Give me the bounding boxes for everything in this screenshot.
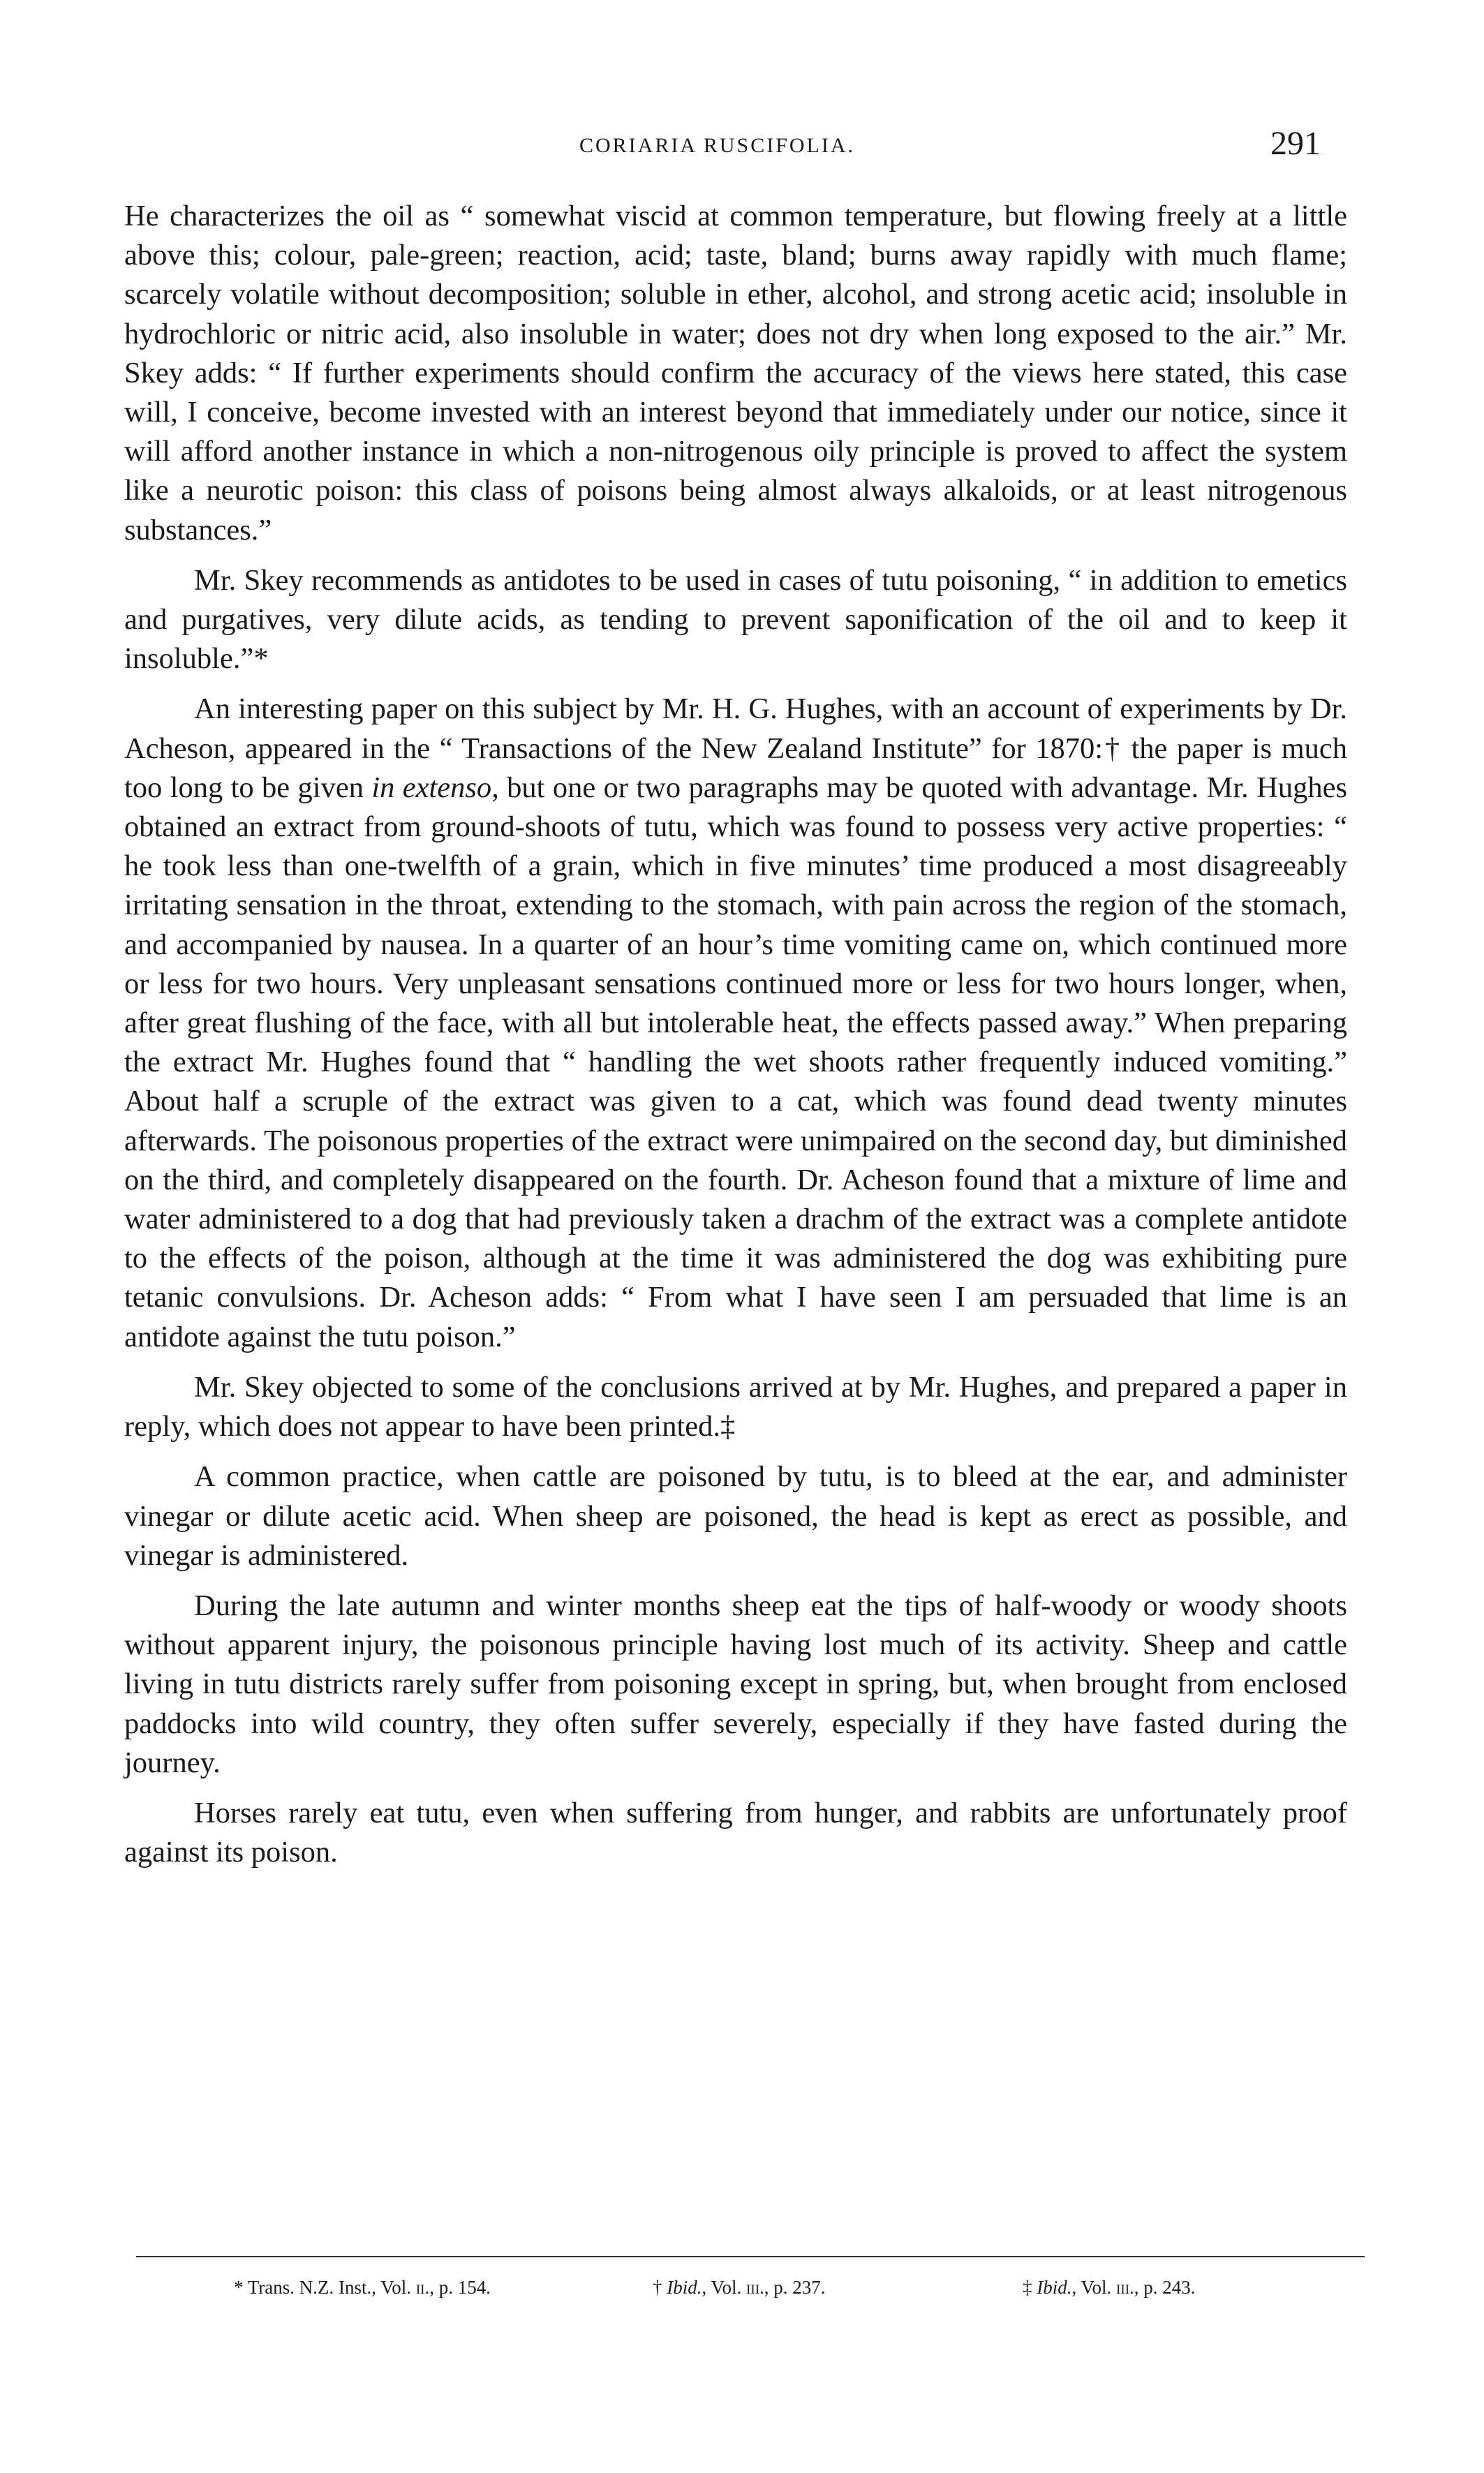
- footnote-text: , p. 154.: [429, 2277, 491, 2298]
- page-number: 291: [1270, 125, 1321, 162]
- footnote-text: Ibid.: [1037, 2277, 1072, 2298]
- text-run: , but one or two paragraphs may be quoted with advantage. Mr. Hughes obtained an extract from ground-shoots of tutu, which was found to possess very active properties: “ he took less than one-twelfth of a grain, which in five minutes’ time produced a most disagreeably irritating sensation in the throat, extending to the stomach, with pain across the region of the stomach, and accompanied by nausea. In a quarter of an hour’s time vomiting came on, which continued more or less for two hours. Very unpleasant sensations continued more or less for two hours longer, when, after great flushing of the face, with all but intolerable heat, the effects passed away.” When preparing the extract Mr. Hughes found that “ handling the wet shoots rather frequently induced vomiting.” About half a scruple of the extract was given to a cat, which was found dead twenty minutes afterwards. The poisonous properties of the extract were unimpaired on the second day, but diminished on the third, and completely disappeared on the fourth. Dr. Acheson found that a mixture of lime and water administered to a dog that had previously taken a drachm of the extract was a complete antidote to the effects of the poison, although at the time it was administered the dog was exhibiting pure tetanic convulsions. Dr. Acheson adds: “ From what I have seen I am persuaded that lime is an antidote against the tutu poison.”: [124, 771, 1347, 1353]
- footnote-text: , p. 237.: [764, 2277, 826, 2298]
- paragraph: [124, 561, 1347, 679]
- body-text: [124, 197, 1347, 1883]
- paragraph: [124, 1368, 1347, 1446]
- footnote-text: iii.: [746, 2277, 764, 2298]
- footnote-text: Ibid.: [667, 2277, 702, 2298]
- text-run: Mr. Skey recommends as antidotes to be used in cases of tutu poisoning, “ in addition to emetics and purgatives, very dilute acids, as tending to prevent saponification of the oil and to keep it insoluble.”*: [124, 563, 1347, 676]
- footnote-mark: *: [234, 2277, 244, 2298]
- footnote-divider: [136, 2256, 1365, 2257]
- running-title: CORIARIA RUSCIFOLIA.: [579, 134, 856, 157]
- text-run: An interesting paper on this subject by Mr. H. G. Hughes, with an account of experiments by Dr. Acheson, appeared in the “ Transactions of the New Zealand Institute” for 1870:† the paper is much too long to be given: [124, 692, 1347, 804]
- footnote-text: , Vol.: [1071, 2277, 1117, 2298]
- paragraph: [124, 1587, 1347, 1783]
- paragraph: [124, 197, 1347, 550]
- footnote-mark: †: [653, 2277, 662, 2298]
- text-run: He characterizes the oil as “ somewhat viscid at common temperature, but flowing freely at a little above this; colour, pale-green; reaction, acid; taste, bland; burns away rapidly with much flame; scarcely volatile without decomposition; soluble in ether, alcohol, and strong acetic acid; insoluble in hydrochloric or nitric acid, also insoluble in water; does not dry when long exposed to the air.” Mr. Skey adds: “ If further experiments should confirm the accuracy of the views here stated, this case will, I conceive, become invested with an interest beyond that immediately under our notice, since it will afford another instance in which a non-nitrogenous oily principle is proved to affect the system like a neurotic poison: this class of poisons being almost always alkaloids, or at least nitrogenous substances.”: [124, 200, 1347, 547]
- paragraph: [124, 1457, 1347, 1575]
- footnote: [1023, 2277, 1196, 2299]
- footnote-text: , Vol.: [702, 2277, 747, 2298]
- footnote-text: ii.: [415, 2277, 430, 2298]
- text-run: Mr. Skey objected to some of the conclusions arrived at by Mr. Hughes, and prepared a paper in reply, which does not appear to have been printed.‡: [124, 1370, 1347, 1443]
- footnote: [653, 2277, 826, 2299]
- text-run: A common practice, when cattle are poisoned by tutu, is to bleed at the ear, and administer vinegar or dilute acetic acid. When sheep are poisoned, the head is kept as erect as possible, and vinegar is administered.: [124, 1460, 1347, 1572]
- paragraph: [124, 1794, 1347, 1872]
- text-run: During the late autumn and winter months sheep eat the tips of half-woody or woody shoots without apparent injury, the poisonous principle having lost much of its activity. Sheep and cattle living in tutu districts rarely suffer from poisoning except in spring, but, when brought from enclosed paddocks into wild country, they often suffer severely, especially if they have fasted during the journey.: [124, 1589, 1347, 1779]
- text-run: Horses rarely eat tutu, even when suffering from hunger, and rabbits are unfortunately proof against its poison.: [124, 1796, 1347, 1869]
- footnote-text: iii.: [1116, 2277, 1134, 2298]
- italic-phrase: in extenso: [371, 771, 492, 804]
- footnote-text: Trans. N.Z. Inst., Vol.: [243, 2277, 416, 2298]
- footnote-text: , p. 243.: [1134, 2277, 1196, 2298]
- footnote: [234, 2277, 491, 2299]
- footnote-mark: ‡: [1023, 2277, 1032, 2298]
- paragraph: [124, 690, 1347, 1356]
